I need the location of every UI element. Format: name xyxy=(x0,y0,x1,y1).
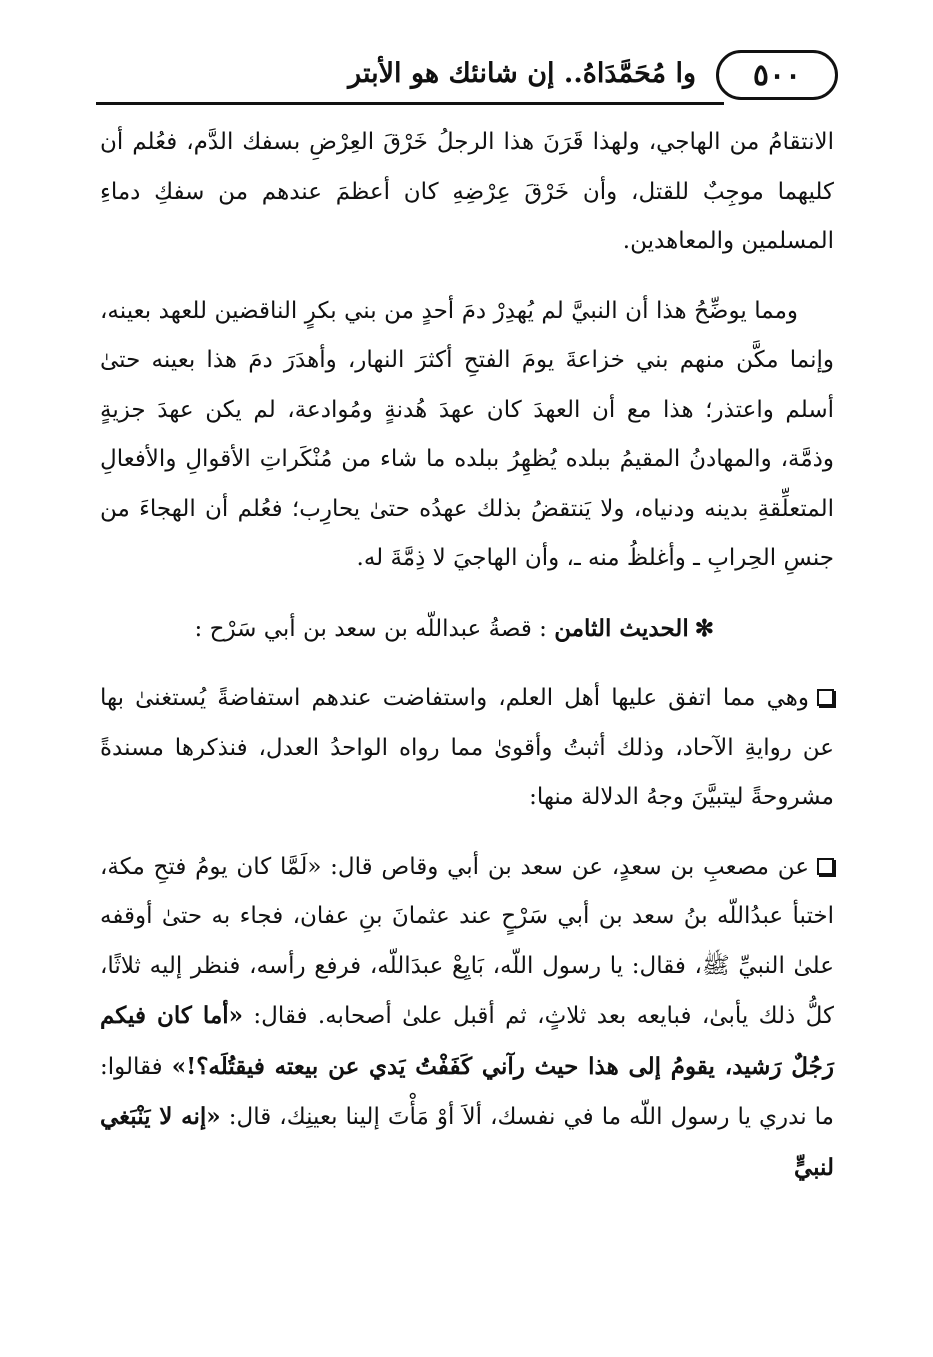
square-bullet-icon xyxy=(817,858,834,875)
header-divider xyxy=(96,102,724,105)
hadith-quote: «إنه لا يَنْبَغي لنبيٍّ xyxy=(100,1103,834,1181)
paragraph-continuation: الانتقامُ من الهاجي، ولهذا قَرَنَ هذا الرجلُ خَرْقَ العِرْضِ بسفك الدَّم، فعُلم أن كليهما موجِبٌ للقتل، وأن خَرْقَ عِرْضِهِ كان أعظمَ عندهم من سفكِ دماءِ المسلمين والمعاهدين. xyxy=(100,129,834,254)
page-number: ٥٠٠ xyxy=(752,57,802,93)
paragraph: ومما يوضِّحُ هذا أن النبيَّ لم يُهدِرْ دمَ أحدٍ من بني بكرٍ الناقضين للعهد بعينه، وإنما مكَّن منهم بني خزاعةَ يومَ الفتحِ أكثرَ النهار، وأهدَرَ دمَ هذا بعينه حتىٰ أسلم واعتذر؛ هذا مع أن العهدَ كان عهدَ هُدنةٍ ومُوادعة، لم يكن عهدَ جزيةٍ وذمَّة، والمهادنُ المقيمُ ببلده يُظهِرُ ببلده ما شاء من مُنْكَراتِ الأقوالِ والأفعالِ المتعلِّقةِ بدينه ودنياه، ولا يَنتقضُ بذلك عهدُه حتىٰ يحارِب؛ فعُلم أن الهجاءَ من جنسِ الحِرابِ ـ وأغلظُ منه ـ، وأن الهاجيَ لا ذِمَّةَ له. xyxy=(100,297,834,571)
running-title: وا مُحَمَّدَاهُ.. إن شانئك هو الأبتر xyxy=(348,58,696,89)
page-header xyxy=(96,46,838,106)
paragraph xyxy=(100,674,834,823)
paragraph-text: وهي مما اتفق عليها أهل العلم، واستفاضت عندهم استفاضةً يُستغنىٰ بها عن روايةِ الآحاد، وذلك أثبتُ وأقوىٰ مما رواه الواحدُ العدل، فنذكرها مسندةً مشروحةً ليتبيَّنَ وجهُ الدلالة منها: xyxy=(100,685,834,810)
hadith-text: عن مصعبِ بن سعدٍ، عن سعد بن أبي وقاص قال: «لَمَّا كان يومُ فتحِ مكة، اختبأ عبدُاللّه بنُ سعد بن أبي سَرْحٍ عند عثمانَ بنِ عفان، فجاء به حتىٰ أوقفه علىٰ النبيِّ ﷺ، فقال: يا رسول اللّه، بَايِعْ عبدَاللّه، فرفع رأسه، فنظر إليه ثلاثًا، كلُّ ذلك يأبىٰ، فبايعه بعد ثلاثٍ، ثم أقبل علىٰ أصحابه. فقال: xyxy=(100,853,835,1029)
hadith-quote: «أما كان فيكم رَجُلٌ رَشيد، يقومُ إلى هذا حيث رآني كَفَفْتُ يَدي عن بيعته فيقتُلَه؟!» xyxy=(100,1002,835,1080)
hadith-text: فقالوا: ما ندري يا رسول اللّه ما في نفسك، ألاَ أوْ مَأْتَ إلينا بعينِك، قال: xyxy=(100,1053,835,1130)
hadith-paragraph xyxy=(100,843,834,1194)
square-bullet-icon xyxy=(817,689,834,706)
page-body xyxy=(100,118,834,1193)
asterisk-icon: ✻ xyxy=(694,614,714,642)
section-heading-text: : قصةُ عبداللّه بن سعد بن أبي سَرْح : xyxy=(194,615,547,642)
section-heading xyxy=(100,604,834,655)
section-heading-label: الحديث الثامن xyxy=(554,614,689,642)
page-number-badge xyxy=(716,50,838,100)
